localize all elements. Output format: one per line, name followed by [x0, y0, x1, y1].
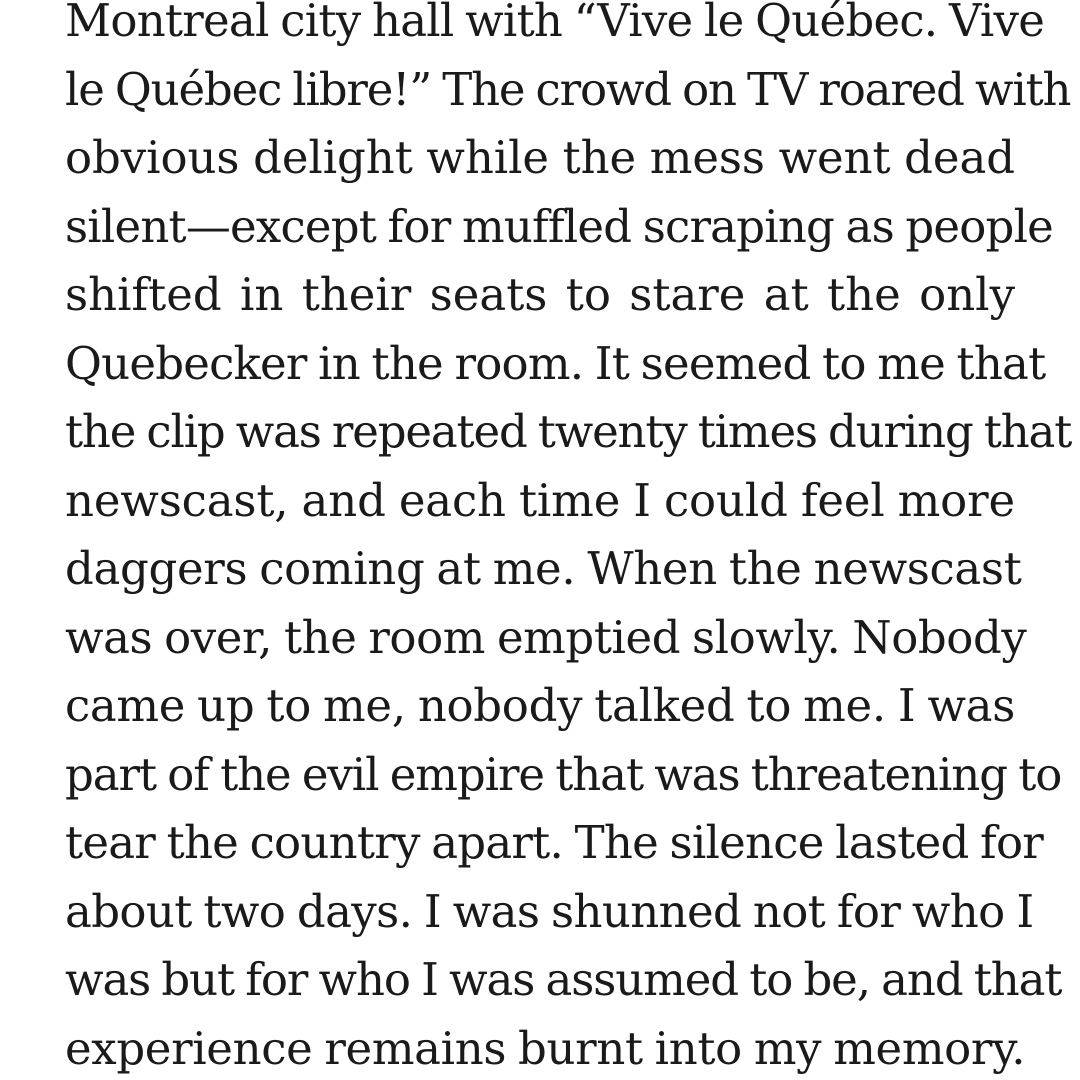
text-line: experience remains burnt into my memory.: [65, 1021, 1026, 1075]
text-line: le Québec libre!” The crowd on TV roared with: [65, 62, 1071, 116]
text-line: Quebecker in the room. It seemed to me that: [65, 336, 1046, 390]
text-line: obvious delight while the mess went dead: [65, 131, 1015, 184]
text-line: was over, the room emptied slowly. Nobody: [65, 610, 1027, 664]
text-line: shifted in their seats to stare at the only: [65, 268, 1015, 321]
text-line: the clip was repeated twenty times during that: [65, 405, 1072, 458]
text-line: Montreal city hall with “Vive le Québec. Vive: [65, 0, 1045, 47]
text-line: came up to me, nobody talked to me. I was: [65, 679, 1015, 732]
text-line: part of the evil empire that was threatening to: [65, 747, 1062, 801]
text-line: was but for who I was assumed to be, and that: [65, 953, 1062, 1006]
passage-text: [65, 0, 1072, 1080]
text-line: silent—except for muffled scraping as people: [65, 199, 1054, 253]
text-line: newscast, and each time I could feel more: [65, 473, 1015, 527]
text-line: tear the country apart. The silence lasted for: [65, 816, 1044, 869]
text-line: daggers coming at me. When the newscast: [65, 542, 1022, 595]
text-line: about two days. I was shunned not for who I: [65, 884, 1034, 938]
